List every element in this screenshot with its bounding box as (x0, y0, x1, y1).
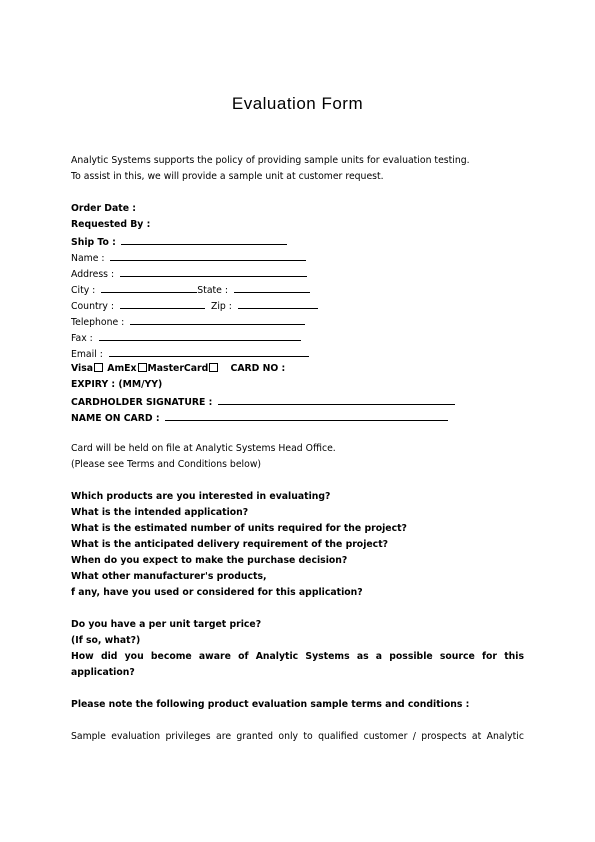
email-row (71, 347, 309, 361)
expiry-label: EXPIRY : (MM/YY) (71, 379, 163, 390)
card-no-label: CARD NO : (230, 363, 286, 374)
cardholder-signature-field[interactable] (218, 395, 455, 405)
name-on-card-row (71, 411, 448, 425)
amex-checkbox[interactable] (138, 363, 147, 372)
question-5: When do you expect to make the purchase decision? (71, 555, 348, 566)
email-field[interactable] (109, 347, 309, 357)
country-zip-row (71, 299, 318, 313)
mastercard-checkbox[interactable] (209, 363, 218, 372)
name-on-card-field[interactable] (165, 411, 448, 421)
cardholder-signature-row (71, 395, 455, 409)
requested-by-label: Requested By : (71, 219, 151, 230)
address-label: Address : (71, 269, 115, 280)
fax-row (71, 331, 301, 345)
price-question-2: (If so, what?) (71, 635, 141, 646)
name-on-card-label: NAME ON CARD : (71, 413, 160, 424)
ship-to-row (71, 235, 287, 249)
price-question-4: application? (71, 667, 135, 678)
price-question-1: Do you have a per unit target price? (71, 619, 262, 630)
state-field[interactable] (234, 283, 310, 293)
question-2: What is the intended application? (71, 507, 249, 518)
name-row (71, 251, 306, 265)
mastercard-label: MasterCard (147, 363, 209, 374)
order-date-label: Order Date : (71, 203, 136, 214)
telephone-label: Telephone : (71, 317, 125, 328)
state-label: State : (197, 285, 228, 296)
zip-label: Zip : (210, 301, 232, 312)
country-label: Country : (71, 301, 115, 312)
name-field[interactable] (110, 251, 306, 261)
email-label: Email : (71, 349, 103, 360)
country-field[interactable] (120, 299, 205, 309)
fax-label: Fax : (71, 333, 93, 344)
question-3: What is the estimated number of units required for the project? (71, 523, 407, 534)
visa-checkbox[interactable] (94, 363, 103, 372)
cardholder-signature-label: CARDHOLDER SIGNATURE : (71, 397, 213, 408)
ship-to-label: Ship To : (71, 237, 116, 248)
price-question-3: How did you become aware of Analytic Systems as a possible source for this (71, 651, 524, 662)
fax-field[interactable] (99, 331, 301, 341)
terms-heading: Please note the following product evaluation sample terms and conditions : (71, 699, 470, 710)
city-state-row (71, 283, 310, 297)
city-label: City : (71, 285, 96, 296)
visa-label: Visa (71, 363, 94, 374)
telephone-field[interactable] (130, 315, 305, 325)
zip-field[interactable] (238, 299, 318, 309)
ship-to-field[interactable] (121, 235, 287, 245)
telephone-row (71, 315, 305, 329)
city-field[interactable] (101, 283, 197, 293)
name-label: Name : (71, 253, 105, 264)
card-type-row (71, 363, 285, 375)
card-note-line-2: (Please see Terms and Conditions below) (71, 459, 262, 470)
card-note-line-1: Card will be held on file at Analytic Systems Head Office. (71, 443, 336, 454)
page-title: Evaluation Form (231, 94, 364, 113)
terms-text: Sample evaluation privileges are granted only to qualified customer / prospects at Analytic (71, 731, 524, 742)
question-7: f any, have you used or considered for this application? (71, 587, 363, 598)
address-field[interactable] (120, 267, 307, 277)
amex-label: AmEx (107, 363, 137, 374)
address-row (71, 267, 307, 281)
intro-line-1: Analytic Systems supports the policy of providing sample units for evaluation testing. (71, 155, 470, 166)
intro-line-2: To assist in this, we will provide a sample unit at customer request. (71, 171, 384, 182)
question-6: What other manufacturer's products, (71, 571, 267, 582)
question-1: Which products are you interested in evaluating? (71, 491, 331, 502)
question-4: What is the anticipated delivery requirement of the project? (71, 539, 389, 550)
